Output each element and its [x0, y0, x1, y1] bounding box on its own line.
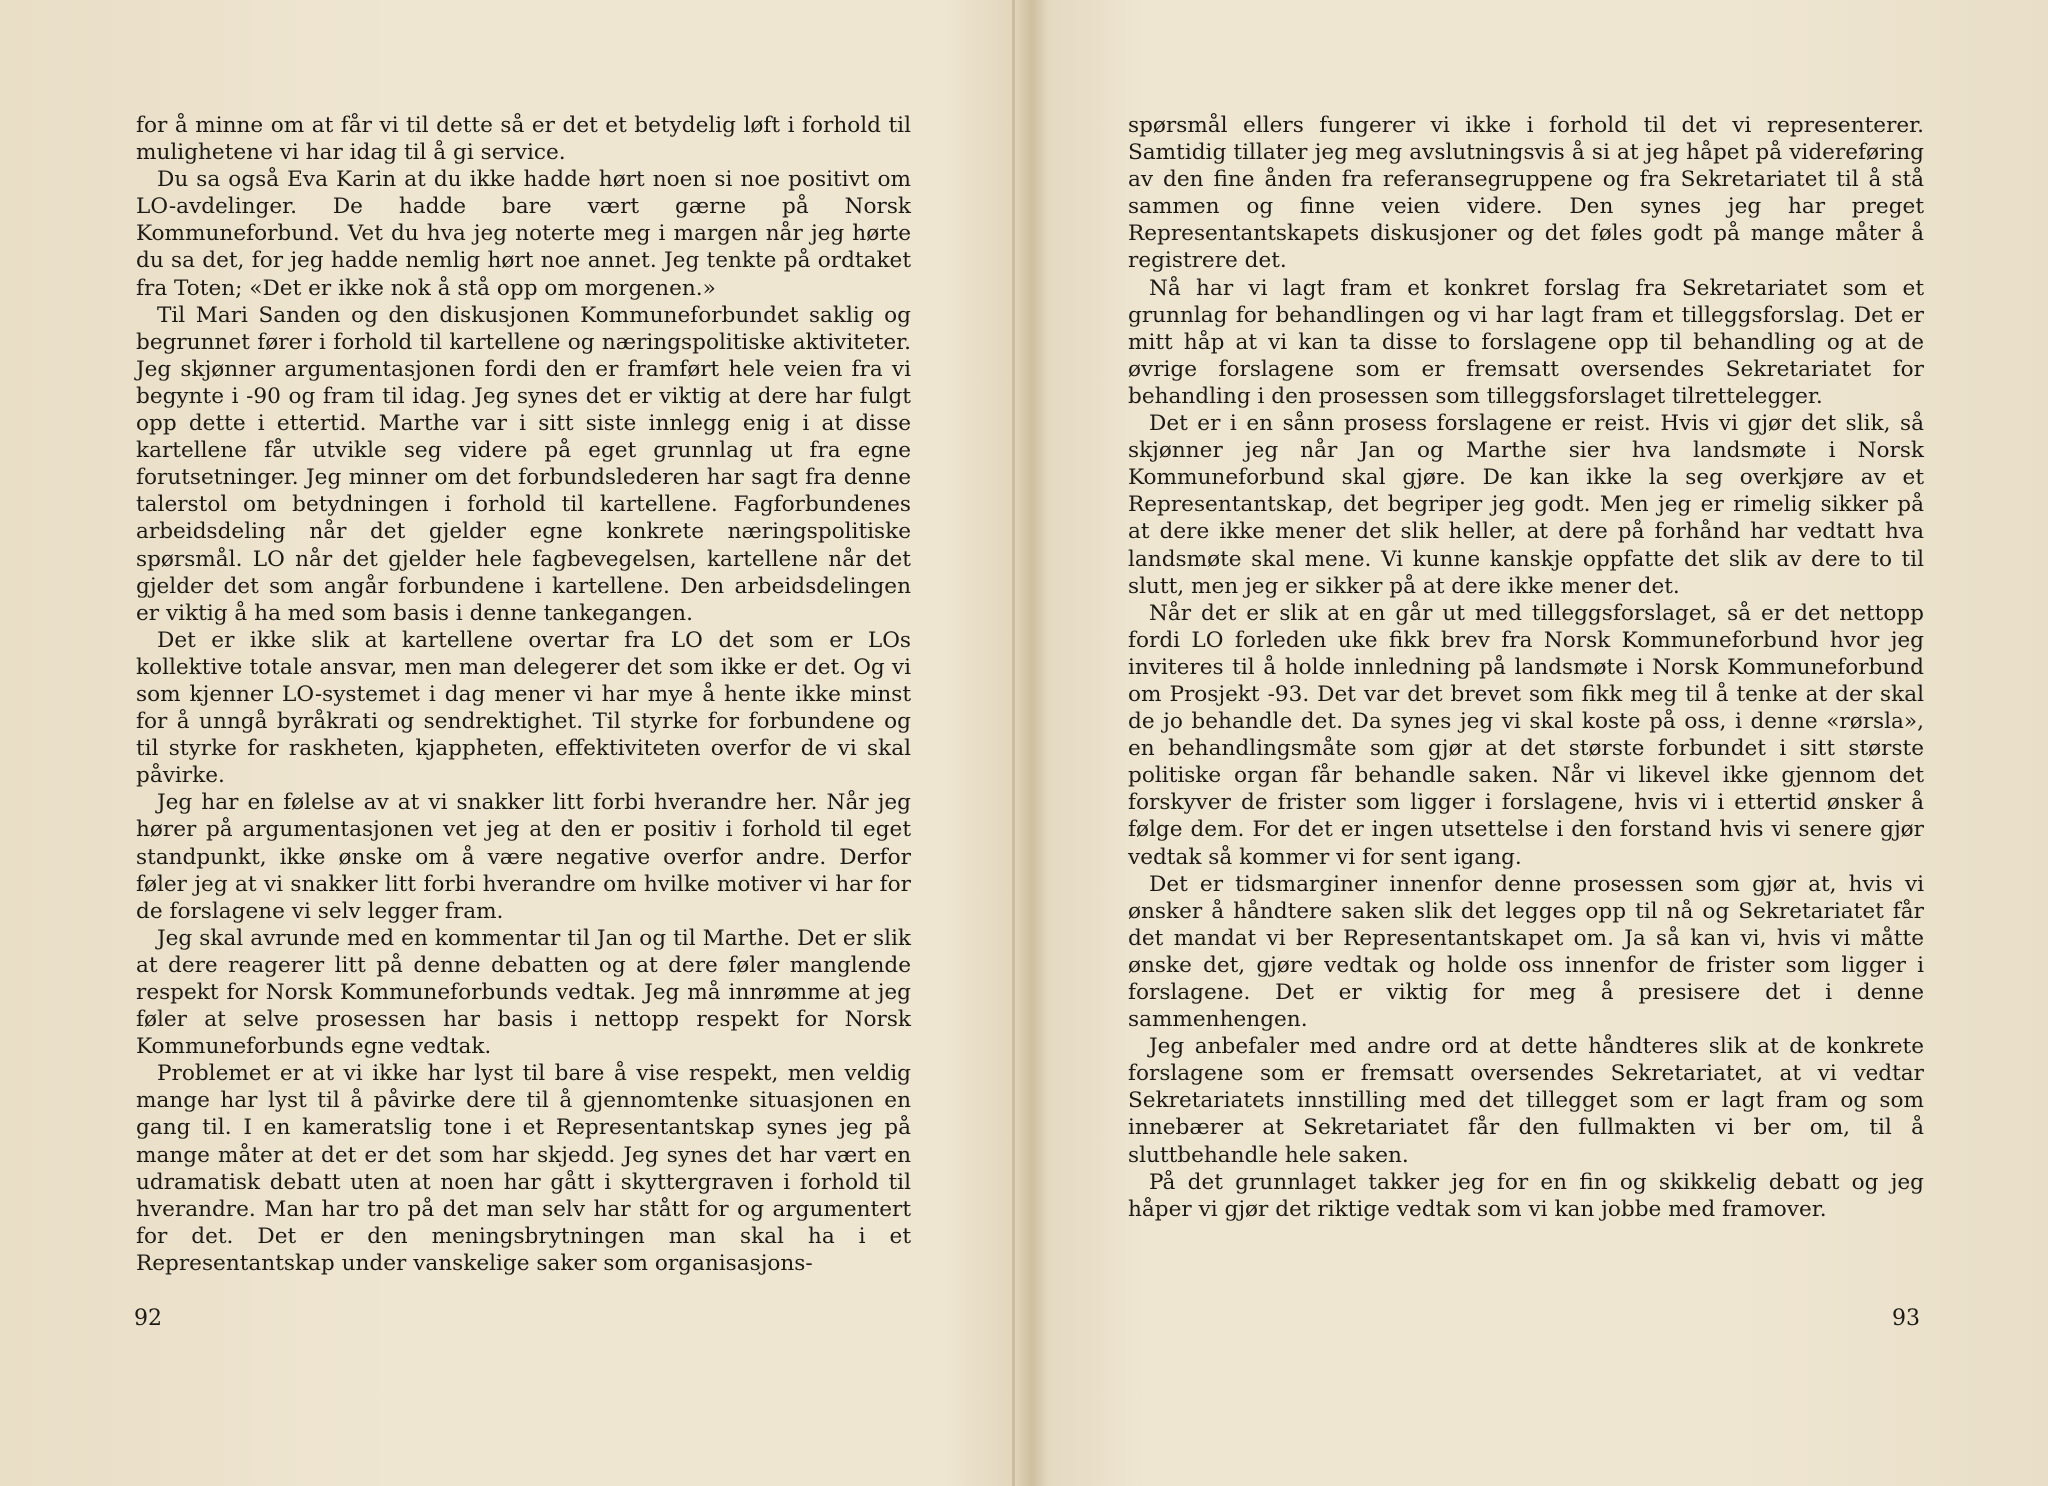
- left-page: [0, 0, 1012, 1486]
- paragraph: Du sa også Eva Karin at du ikke hadde hørt noen si noe positivt om LO-avdelinger. De hadde bare vært gærne på Norsk Kommuneforbund. Vet du hva jeg noterte meg i margen når jeg hørte du sa det, for jeg hadde nemlig hørt noe annet. Jeg tenkte på ordtaket fra Toten; «Det er ikke nok å stå opp om morgenen.»: [136, 167, 911, 301]
- paragraph: Det er i en sånn prosess forslagene er reist. Hvis vi gjør det slik, så skjønner jeg når Jan og Marthe sier hva landsmøte i Norsk Kommuneforbund skal gjøre. De kan ikke la seg overkjøre av et Representantskap, det begriper jeg godt. Men jeg er rimelig sikker på at dere ikke mener det slik heller, at dere på forhånd har vedtatt hva landsmøte skal mene. Vi kunne kanskje oppfatte det slik av dere to til slutt, men jeg er sikker på at dere ikke mener det.: [1128, 411, 1924, 599]
- paragraph: Jeg har en følelse av at vi snakker litt forbi hverandre her. Når jeg hører på argumentasjonen vet jeg at den er positiv i forhold til eget standpunkt, ikke ønske om å være negative overfor andre. Derfor føler jeg at vi snakker litt forbi hverandre om hvilke motiver vi har for de forslagene vi selv legger fram.: [136, 790, 911, 924]
- left-page-text: [136, 112, 911, 1277]
- paragraph: Når det er slik at en går ut med tilleggsforslaget, så er det nettopp fordi LO forleden uke fikk brev fra Norsk Kommuneforbund hvor jeg inviteres til å holde innledning på landsmøte i Norsk Kommuneforbund om Prosjekt -93. Det var det brevet som fikk meg til å tenke at der skal de jo behandle det. Da synes jeg vi skal koste på oss, i denne «rørsla», en behandlingsmåte som gjør at det største forbundet i sitt største politiske organ får behandle saken. Når vi likevel ikke gjennom det forskyver de frister som ligger i forslagene, hvis vi i ettertid ønsker å følge dem. For det er ingen utsettelse i den forstand hvis vi senere gjør vedtak så kommer vi for sent igang.: [1128, 600, 1924, 870]
- paragraph: Det er tidsmarginer innenfor denne prosessen som gjør at, hvis vi ønsker å håndtere saken slik det legges opp til nå og Sekretariatet får det mandat vi ber Representantskapet om. Ja så kan vi, hvis vi måtte ønske det, gjøre vedtak og holde oss innenfor de frister som ligger i forslagene. Det er viktig for meg å presisere det i denne sammenhengen.: [1128, 871, 1924, 1033]
- paragraph: for å minne om at får vi til dette så er det et betydelig løft i forhold til mulighetene vi har idag til å gi service.: [136, 113, 911, 166]
- paragraph: Jeg anbefaler med andre ord at dette håndteres slik at de konkrete forslagene som er fremsatt oversendes Sekretariatet, at vi vedtar Sekretariatets innstilling med det tillegget som er lagt fram og som innebærer at Sekretariatet får den fullmakten vi ber om, til å sluttbehandle hele saken.: [1128, 1034, 1924, 1168]
- paragraph: Nå har vi lagt fram et konkret forslag fra Sekretariatet som et grunnlag for behandlingen og vi har lagt fram et tilleggsforslag. Det er mitt håp at vi kan ta disse to forslagene opp til behandling og at de øvrige forslagene som er fremsatt oversendes Sekretariatet for behandling i den prosessen som tilleggsforslaget tilrettelegger.: [1128, 275, 1924, 409]
- paragraph: På det grunnlaget takker jeg for en fin og skikkelig debatt og jeg håper vi gjør det riktige vedtak som vi kan jobbe med framover.: [1128, 1169, 1924, 1222]
- paragraph: Jeg skal avrunde med en kommentar til Jan og til Marthe. Det er slik at dere reagerer litt på denne debatten og at dere føler manglende respekt for Norsk Kommuneforbunds vedtak. Jeg må innrømme at jeg føler at selve prosessen har basis i nettopp respekt for Norsk Kommuneforbunds egne vedtak.: [136, 925, 911, 1060]
- paragraph: Det er ikke slik at kartellene overtar fra LO det som er LOs kollektive totale ansvar, men man delegerer det som ikke er det. Og vi som kjenner LO-systemet i dag mener vi har mye å hente ikke minst for å unngå byråkrati og sendrektighet. Til styrke for forbundene og til styrke for raskheten, kjappheten, effektiviteten overfor de vi skal påvirke.: [136, 627, 911, 789]
- paragraph: Problemet er at vi ikke har lyst til bare å vise respekt, men veldig mange har lyst til å påvirke dere til å gjennomtenke situasjonen en gang til. I en kameratslig tone i et Representantskap synes jeg på mange måter at det er det som har skjedd. Jeg synes det har vært en udramatisk debatt uten at noen har gått i skyttergraven i forhold til hverandre. Man har tro på det man selv har stått for og argumentert for det. Det er den meningsbrytningen man skal ha i et Representantskap under vanskelige saker som organisasjons-: [136, 1061, 911, 1276]
- page-number: 93: [1892, 1306, 1920, 1331]
- page-number: 92: [134, 1306, 162, 1331]
- right-page-text: [1128, 112, 1924, 1223]
- paragraph: Til Mari Sanden og den diskusjonen Kommuneforbundet saklig og begrunnet fører i forhold til kartellene og næringspolitiske aktiviteter. Jeg skjønner argumentasjonen fordi den er framført hele veien fra vi begynte i -90 og fram til idag. Jeg synes det er viktig at dere har fulgt opp dette i ettertid. Marthe var i sitt siste innlegg enig i at disse kartellene får utvikle seg videre på eget grunnlag ut fra egne forutsetninger. Jeg minner om det forbundslederen har sagt fra denne talerstol om betydningen i forhold til kartellene. Fagforbundenes arbeidsdeling når det gjelder egne konkrete næringspolitiske spørsmål. LO når det gjelder hele fagbevegelsen, kartellene når det gjelder det som angår forbundene i kartellene. Den arbeidsdelingen er viktig å ha med som basis i denne tankegangen.: [136, 302, 911, 626]
- paragraph: spørsmål ellers fungerer vi ikke i forhold til det vi representerer. Samtidig tillater jeg meg avslutningsvis å si at jeg håpet på videreføring av den fine ånden fra referansegruppene og fra Sekretariatet til å stå sammen og finne veien videre. Den synes jeg har preget Representantskapets diskusjoner og det føles godt på mange måter å registrere det.: [1128, 113, 1924, 274]
- right-page: [1015, 0, 2048, 1486]
